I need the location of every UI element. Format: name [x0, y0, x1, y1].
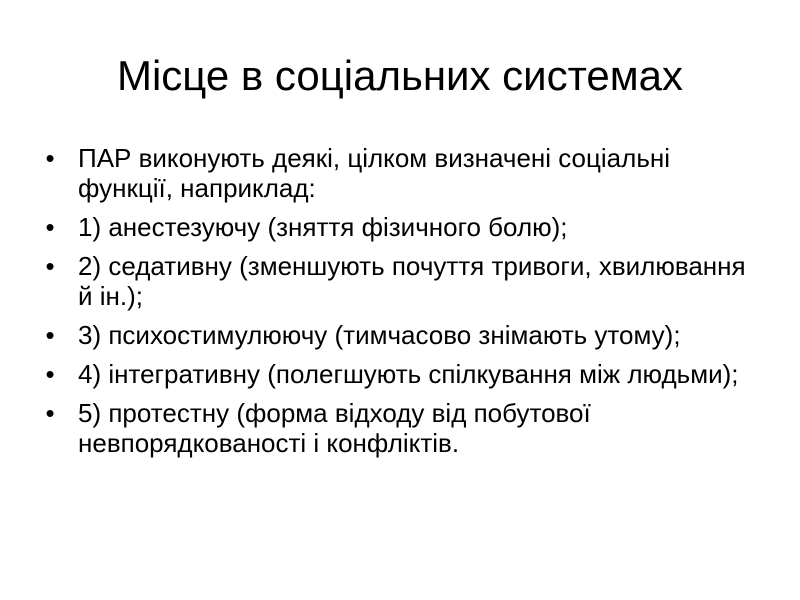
list-item — [40, 359, 760, 389]
list-item — [40, 398, 760, 458]
bullet-icon: • — [45, 359, 55, 389]
list-item — [40, 320, 760, 350]
bullet-icon: • — [45, 251, 55, 281]
bullet-text: 3) психостимулюючу (тимчасово знімають утому); — [78, 320, 681, 350]
bullet-icon: • — [45, 212, 55, 242]
bullet-list — [40, 143, 760, 467]
list-item — [40, 212, 760, 242]
bullet-icon: • — [45, 398, 55, 428]
bullet-text: ПАР виконують деякі, цілком визначені соціальні функції, наприклад: — [78, 143, 670, 203]
bullet-text: 5) протестну (форма відходу від побутової невпорядкованості і конфліктів. — [78, 398, 591, 458]
list-item — [40, 251, 760, 311]
bullet-icon: • — [45, 143, 55, 173]
bullet-icon: • — [45, 320, 55, 350]
bullet-text: 2) седативну (зменшують почуття тривоги, хвилювання й ін.); — [78, 251, 746, 311]
bullet-text: 4) інтегративну (полегшують спілкування між людьми); — [78, 359, 739, 389]
slide-title: Місце в соціальних системах — [116, 52, 683, 99]
bullet-text: 1) анестезуючу (зняття фізичного болю); — [78, 212, 568, 242]
list-item — [40, 143, 760, 203]
